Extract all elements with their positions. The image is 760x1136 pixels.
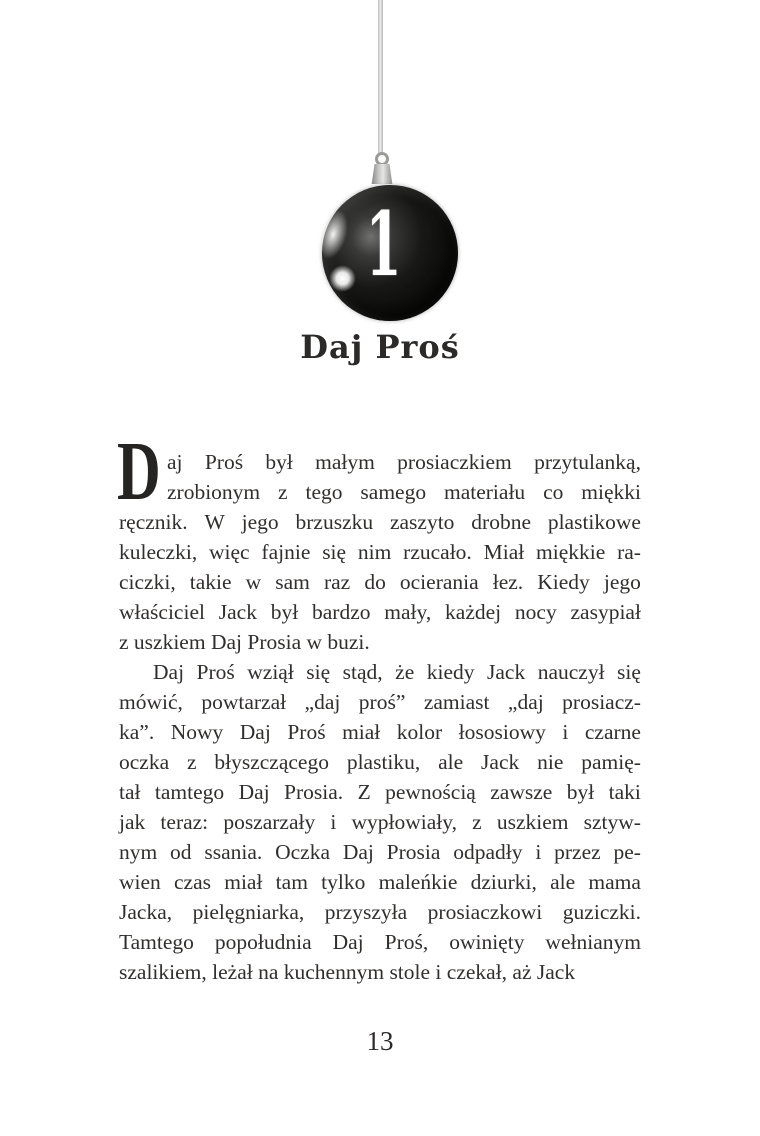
text-line: ręcznik. W jego brzuszku zaszyto drobne plastikowe [119, 510, 641, 534]
drop-cap: D [117, 425, 161, 518]
chapter-number: 1 [366, 192, 402, 296]
paragraph [119, 447, 641, 657]
text-line: wien czas miał tam tylko maleńkie dziurki, ale mama [119, 870, 641, 894]
ornament-string [378, 0, 383, 153]
text-line: kuleczki, więc fajnie się nim rzucało. Miał miękkie ra- [119, 540, 641, 564]
text-line: aj Proś był małym prosiaczkiem przytulanką, [167, 450, 641, 474]
text-line: ka”. Nowy Daj Proś miał kolor łososiowy i czarne [119, 720, 641, 744]
bauble-highlight-crescent [316, 207, 353, 264]
text-line: właściciel Jack był bardzo mały, każdej nocy zasypiał [119, 600, 641, 624]
text-line: Tamtego popołudnia Daj Proś, owinięty wełnianym [119, 930, 641, 954]
text-line: Daj Proś wziął się stąd, że kiedy Jack nauczył się [153, 660, 641, 684]
paragraph [119, 657, 641, 987]
text-line: nym od ssania. Oczka Daj Prosia odpadły i przez pe- [119, 840, 641, 864]
text-line: z uszkiem Daj Prosia w buzi. [119, 630, 370, 654]
page-number: 13 [366, 1026, 394, 1056]
ornament-cap [371, 164, 393, 184]
text-line: oczka z błyszczącego plastiku, ale Jack nie pamię- [119, 750, 641, 774]
text-line: tał tamtego Daj Prosia. Z pewnością zawsze był taki [119, 780, 641, 804]
text-line: zrobionym z tego samego materiału co miękki [167, 480, 641, 504]
text-line: mówić, powtarzał „daj proś” zamiast „daj prosiacz- [119, 690, 641, 714]
text-line: ciczki, takie w sam raz do ocierania łez. Kiedy jego [119, 570, 641, 594]
ornament-cap-ring-icon [375, 152, 389, 166]
text-line: jak teraz: poszarzały i wypłowiały, z uszkiem sztyw- [119, 810, 641, 834]
body-text [117, 425, 641, 987]
christmas-bauble-icon [322, 185, 458, 321]
chapter-title: Daj Proś [300, 328, 460, 366]
text-line: szalikiem, leżał na kuchennym stole i czekał, aż Jack [119, 960, 576, 984]
text-line: Jacka, pielęgniarka, przyszyła prosiaczkowi guziczki. [119, 900, 641, 924]
bauble-highlight-dot [329, 265, 356, 292]
